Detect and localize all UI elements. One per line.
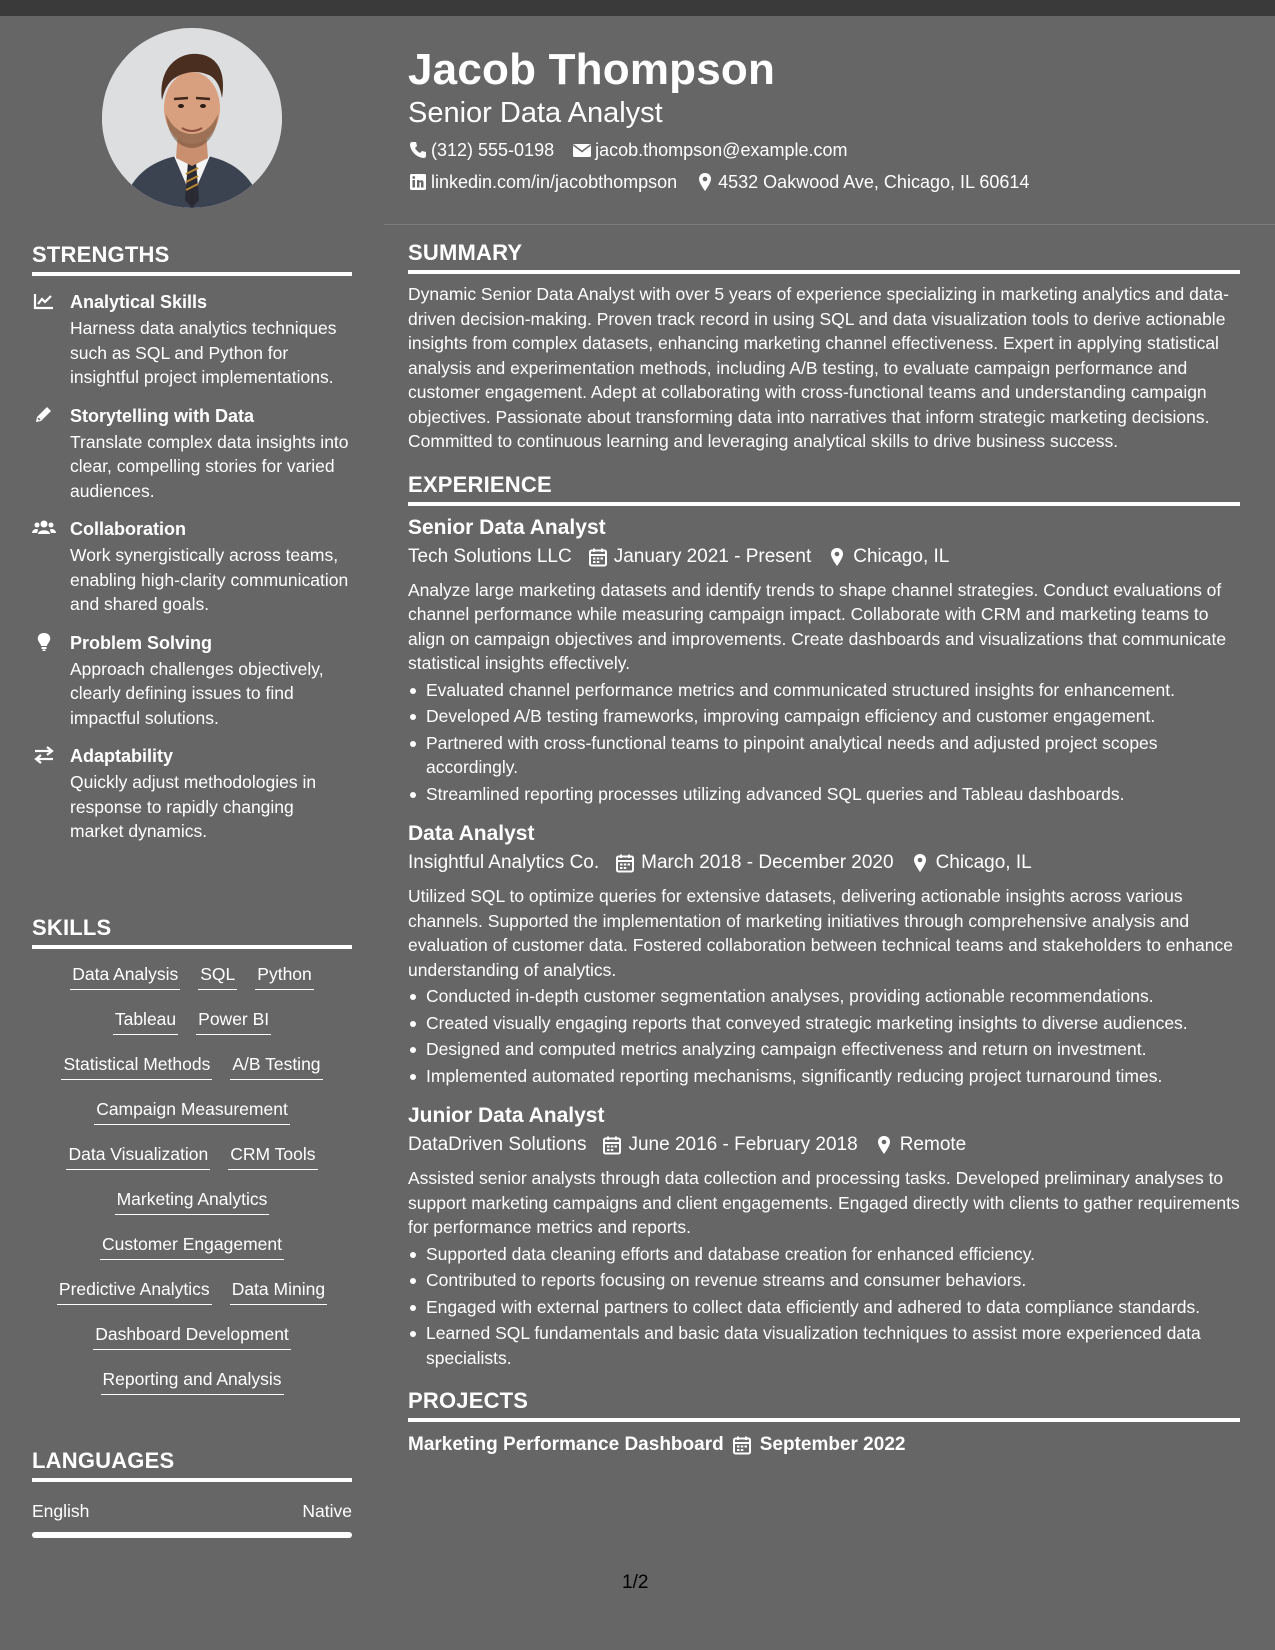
job-bullet: Supported data cleaning efforts and database creation for enhanced efficiency. bbox=[408, 1242, 1240, 1267]
job-company: DataDriven Solutions bbox=[408, 1134, 587, 1155]
job-bullet: Engaged with external partners to collect data efficiently and adhered to data compliance standards. bbox=[408, 1295, 1240, 1320]
top-bar bbox=[0, 0, 1275, 16]
job-meta bbox=[408, 850, 1240, 876]
strength-item bbox=[32, 404, 352, 504]
job-location: Remote bbox=[899, 1134, 967, 1155]
job-bullets bbox=[408, 984, 1240, 1088]
strength-title: Analytical Skills bbox=[70, 292, 208, 312]
summary-text: Dynamic Senior Data Analyst with over 5 years of experience specializing in marketing analytics and data-driven decision-making. Proven track record in using SQL and data visualization tools to derive actionable insights from complex datasets, enhancing marketing channel effectiveness. Expert in applying statistical analysis and experimentation methods, including A/B testing, to evaluate campaign performance and customer engagement. Adept at collaborating with cross-functional teams and understanding campaign objectives. Passionate about transforming data into narratives that inform strategic marketing decisions. Committed to continuous learning and leveraging analytical skills to drive business success. bbox=[408, 284, 1229, 451]
strength-item bbox=[32, 744, 352, 844]
exchange-icon bbox=[32, 745, 56, 765]
skills-section bbox=[32, 915, 352, 1413]
language-level: Native bbox=[302, 1501, 352, 1521]
strength-desc: Translate complex data insights into clear, compelling stories for varied audiences. bbox=[70, 431, 349, 501]
job-bullet: Designed and computed metrics analyzing campaign effectiveness and return on investment. bbox=[408, 1037, 1240, 1062]
skill-row bbox=[32, 1278, 352, 1323]
skill-tag: Customer Engagement bbox=[100, 1233, 284, 1260]
skill-list bbox=[32, 963, 352, 1413]
summary-section bbox=[408, 240, 1240, 454]
skill-tag: Data Mining bbox=[230, 1278, 327, 1305]
skill-tag: A/B Testing bbox=[230, 1053, 322, 1080]
map-marker-icon bbox=[827, 547, 847, 567]
strength-desc: Work synergistically across teams, enabling high-clarity communication and shared goals. bbox=[70, 545, 349, 614]
skill-row bbox=[32, 1143, 352, 1188]
language-item bbox=[32, 1500, 352, 1522]
project-entry bbox=[408, 1432, 1240, 1458]
envelope-icon bbox=[572, 140, 592, 160]
calendar-icon bbox=[615, 853, 635, 873]
job-title: Data Analyst bbox=[408, 822, 535, 845]
person-role: Senior Data Analyst bbox=[408, 97, 663, 129]
lightbulb-icon bbox=[32, 632, 56, 652]
job-company: Tech Solutions LLC bbox=[408, 545, 572, 567]
job-bullet: Learned SQL fundamentals and basic data visualization techniques to assist more experienced data specialists. bbox=[408, 1321, 1240, 1370]
skill-tag: Power BI bbox=[196, 1008, 271, 1035]
job-dates: June 2016 - February 2018 bbox=[628, 1134, 858, 1155]
skill-tag: Marketing Analytics bbox=[115, 1188, 270, 1215]
address-text: 4532 Oakwood Ave, Chicago, IL 60614 bbox=[718, 172, 1030, 192]
job-title: Senior Data Analyst bbox=[408, 515, 606, 539]
avatar-portrait bbox=[102, 28, 282, 208]
calendar-icon bbox=[602, 1135, 622, 1155]
job-description: Analyze large marketing datasets and identify trends to shape channel strategies. Conduct evaluations of channel performance while measuring campaign impact. Collaborate with CRM and marketing teams to align on campaign objectives and improvements. Create dashboards and visualizations that communicate statistical insights effectively. bbox=[408, 579, 1227, 673]
skill-row bbox=[32, 963, 352, 1008]
email-text[interactable]: jacob.thompson@example.com bbox=[595, 140, 848, 160]
job-entry bbox=[408, 1102, 1240, 1370]
phone-icon bbox=[408, 140, 428, 160]
languages-title: LANGUAGES bbox=[32, 1448, 352, 1482]
strength-item bbox=[32, 631, 352, 731]
skill-row bbox=[32, 1188, 352, 1233]
calendar-icon bbox=[588, 547, 608, 567]
skill-tag: Campaign Measurement bbox=[94, 1098, 290, 1125]
users-icon bbox=[32, 518, 56, 538]
skill-tag: Dashboard Development bbox=[93, 1323, 291, 1350]
projects-title: PROJECTS bbox=[408, 1388, 1240, 1422]
person-name: Jacob Thompson bbox=[408, 45, 776, 94]
skill-tag: Python bbox=[255, 963, 313, 990]
languages-section bbox=[32, 1448, 352, 1538]
job-bullet: Evaluated channel performance metrics and communicated structured insights for enhancement. bbox=[408, 678, 1240, 703]
job-bullet: Streamlined reporting processes utilizing advanced SQL queries and Tableau dashboards. bbox=[408, 782, 1240, 807]
skill-tag: CRM Tools bbox=[228, 1143, 317, 1170]
job-description: Assisted senior analysts through data collection and processing tasks. Developed preliminary analyses to support marketing campaigns and client engagements. Engaged directly with clients to gather requirements for performance metrics and reports. bbox=[408, 1168, 1240, 1237]
job-bullet: Conducted in-depth customer segmentation analyses, providing actionable recommendations. bbox=[408, 984, 1240, 1009]
summary-title: SUMMARY bbox=[408, 240, 1240, 274]
skill-tag: Statistical Methods bbox=[61, 1053, 212, 1080]
experience-title: EXPERIENCE bbox=[408, 472, 1240, 506]
strength-title: Storytelling with Data bbox=[70, 405, 255, 426]
job-title: Junior Data Analyst bbox=[408, 1104, 605, 1127]
skill-row bbox=[32, 1368, 352, 1413]
contact-address bbox=[695, 170, 1029, 194]
job-entry bbox=[408, 514, 1240, 807]
map-marker-icon bbox=[910, 853, 930, 873]
skill-row bbox=[32, 1323, 352, 1368]
skill-row bbox=[32, 1008, 352, 1053]
language-name: English bbox=[32, 1501, 90, 1521]
linkedin-text[interactable]: linkedin.com/in/jacobthompson bbox=[431, 172, 678, 192]
strength-item bbox=[32, 517, 352, 617]
profile-photo bbox=[102, 28, 282, 208]
job-description: Utilized SQL to optimize queries for extensive datasets, delivering actionable insights across various channels. Supported the implementation of marketing initiatives through comprehensive analysis and evaluation of customer data. Fostered collaboration between technical teams and stakeholders to enhance understanding of analytics. bbox=[408, 886, 1233, 980]
line-chart-icon bbox=[32, 291, 56, 311]
project-date: September 2022 bbox=[759, 1434, 906, 1455]
contact-email[interactable] bbox=[572, 138, 847, 162]
job-entry bbox=[408, 820, 1240, 1088]
job-bullets bbox=[408, 678, 1240, 807]
main-column bbox=[408, 240, 1240, 1458]
job-dates: January 2021 - Present bbox=[613, 545, 812, 567]
contact-row bbox=[408, 138, 1238, 162]
skill-tag: Predictive Analytics bbox=[57, 1278, 212, 1305]
contact-linkedin[interactable] bbox=[408, 170, 677, 194]
strength-title: Adaptability bbox=[70, 746, 174, 766]
pencil-icon bbox=[32, 405, 56, 425]
page-number: 1/2 bbox=[622, 1572, 649, 1593]
contact-phone bbox=[408, 138, 554, 162]
skill-tag: Data Analysis bbox=[70, 963, 180, 990]
job-bullet: Created visually engaging reports that conveyed strategic marketing insights to diverse audiences. bbox=[408, 1011, 1240, 1036]
phone-text: (312) 555-0198 bbox=[431, 140, 555, 160]
job-bullets bbox=[408, 1242, 1240, 1371]
resume-header bbox=[408, 44, 1238, 194]
strength-title: Problem Solving bbox=[70, 632, 213, 653]
strength-title: Collaboration bbox=[70, 519, 186, 539]
strengths-title: STRENGTHS bbox=[32, 242, 352, 276]
skill-row bbox=[32, 1098, 352, 1143]
language-proficiency-bar bbox=[32, 1532, 352, 1538]
job-location: Chicago, IL bbox=[853, 545, 950, 567]
map-marker-icon bbox=[695, 172, 715, 192]
header-divider bbox=[384, 224, 1275, 225]
job-dates: March 2018 - December 2020 bbox=[641, 852, 894, 873]
map-marker-icon bbox=[874, 1135, 894, 1155]
job-meta bbox=[408, 544, 1240, 570]
job-company: Insightful Analytics Co. bbox=[408, 852, 600, 873]
skill-tag: Tableau bbox=[113, 1008, 178, 1035]
job-location: Chicago, IL bbox=[935, 852, 1032, 873]
strength-item bbox=[32, 290, 352, 390]
contact-row bbox=[408, 170, 1238, 194]
job-bullet: Partnered with cross-functional teams to pinpoint analytical needs and adjusted project scopes accordingly. bbox=[408, 731, 1240, 780]
linkedin-icon bbox=[408, 172, 428, 192]
job-bullet: Contributed to reports focusing on revenue streams and consumer behaviors. bbox=[408, 1268, 1240, 1293]
strength-desc: Harness data analytics techniques such as SQL and Python for insightful project implementations. bbox=[70, 318, 337, 387]
strength-desc: Quickly adjust methodologies in response to rapidly changing market dynamics. bbox=[70, 772, 317, 841]
skill-row bbox=[32, 1233, 352, 1278]
experience-section bbox=[408, 472, 1240, 1371]
strengths-section bbox=[32, 242, 352, 844]
calendar-icon bbox=[732, 1435, 752, 1455]
project-name: Marketing Performance Dashboard bbox=[408, 1434, 724, 1455]
job-bullet: Developed A/B testing frameworks, improving campaign efficiency and customer engagement. bbox=[408, 704, 1240, 729]
strength-desc: Approach challenges objectively, clearly defining issues to find impactful solutions. bbox=[70, 658, 324, 728]
projects-section bbox=[408, 1388, 1240, 1458]
skill-tag: Data Visualization bbox=[66, 1143, 210, 1170]
skill-row bbox=[32, 1053, 352, 1098]
skills-title: SKILLS bbox=[32, 915, 352, 949]
job-bullet: Implemented automated reporting mechanisms, significantly reducing project turnaround times. bbox=[408, 1064, 1240, 1089]
skill-tag: SQL bbox=[198, 963, 237, 990]
skill-tag: Reporting and Analysis bbox=[101, 1368, 284, 1395]
job-meta bbox=[408, 1132, 1240, 1158]
